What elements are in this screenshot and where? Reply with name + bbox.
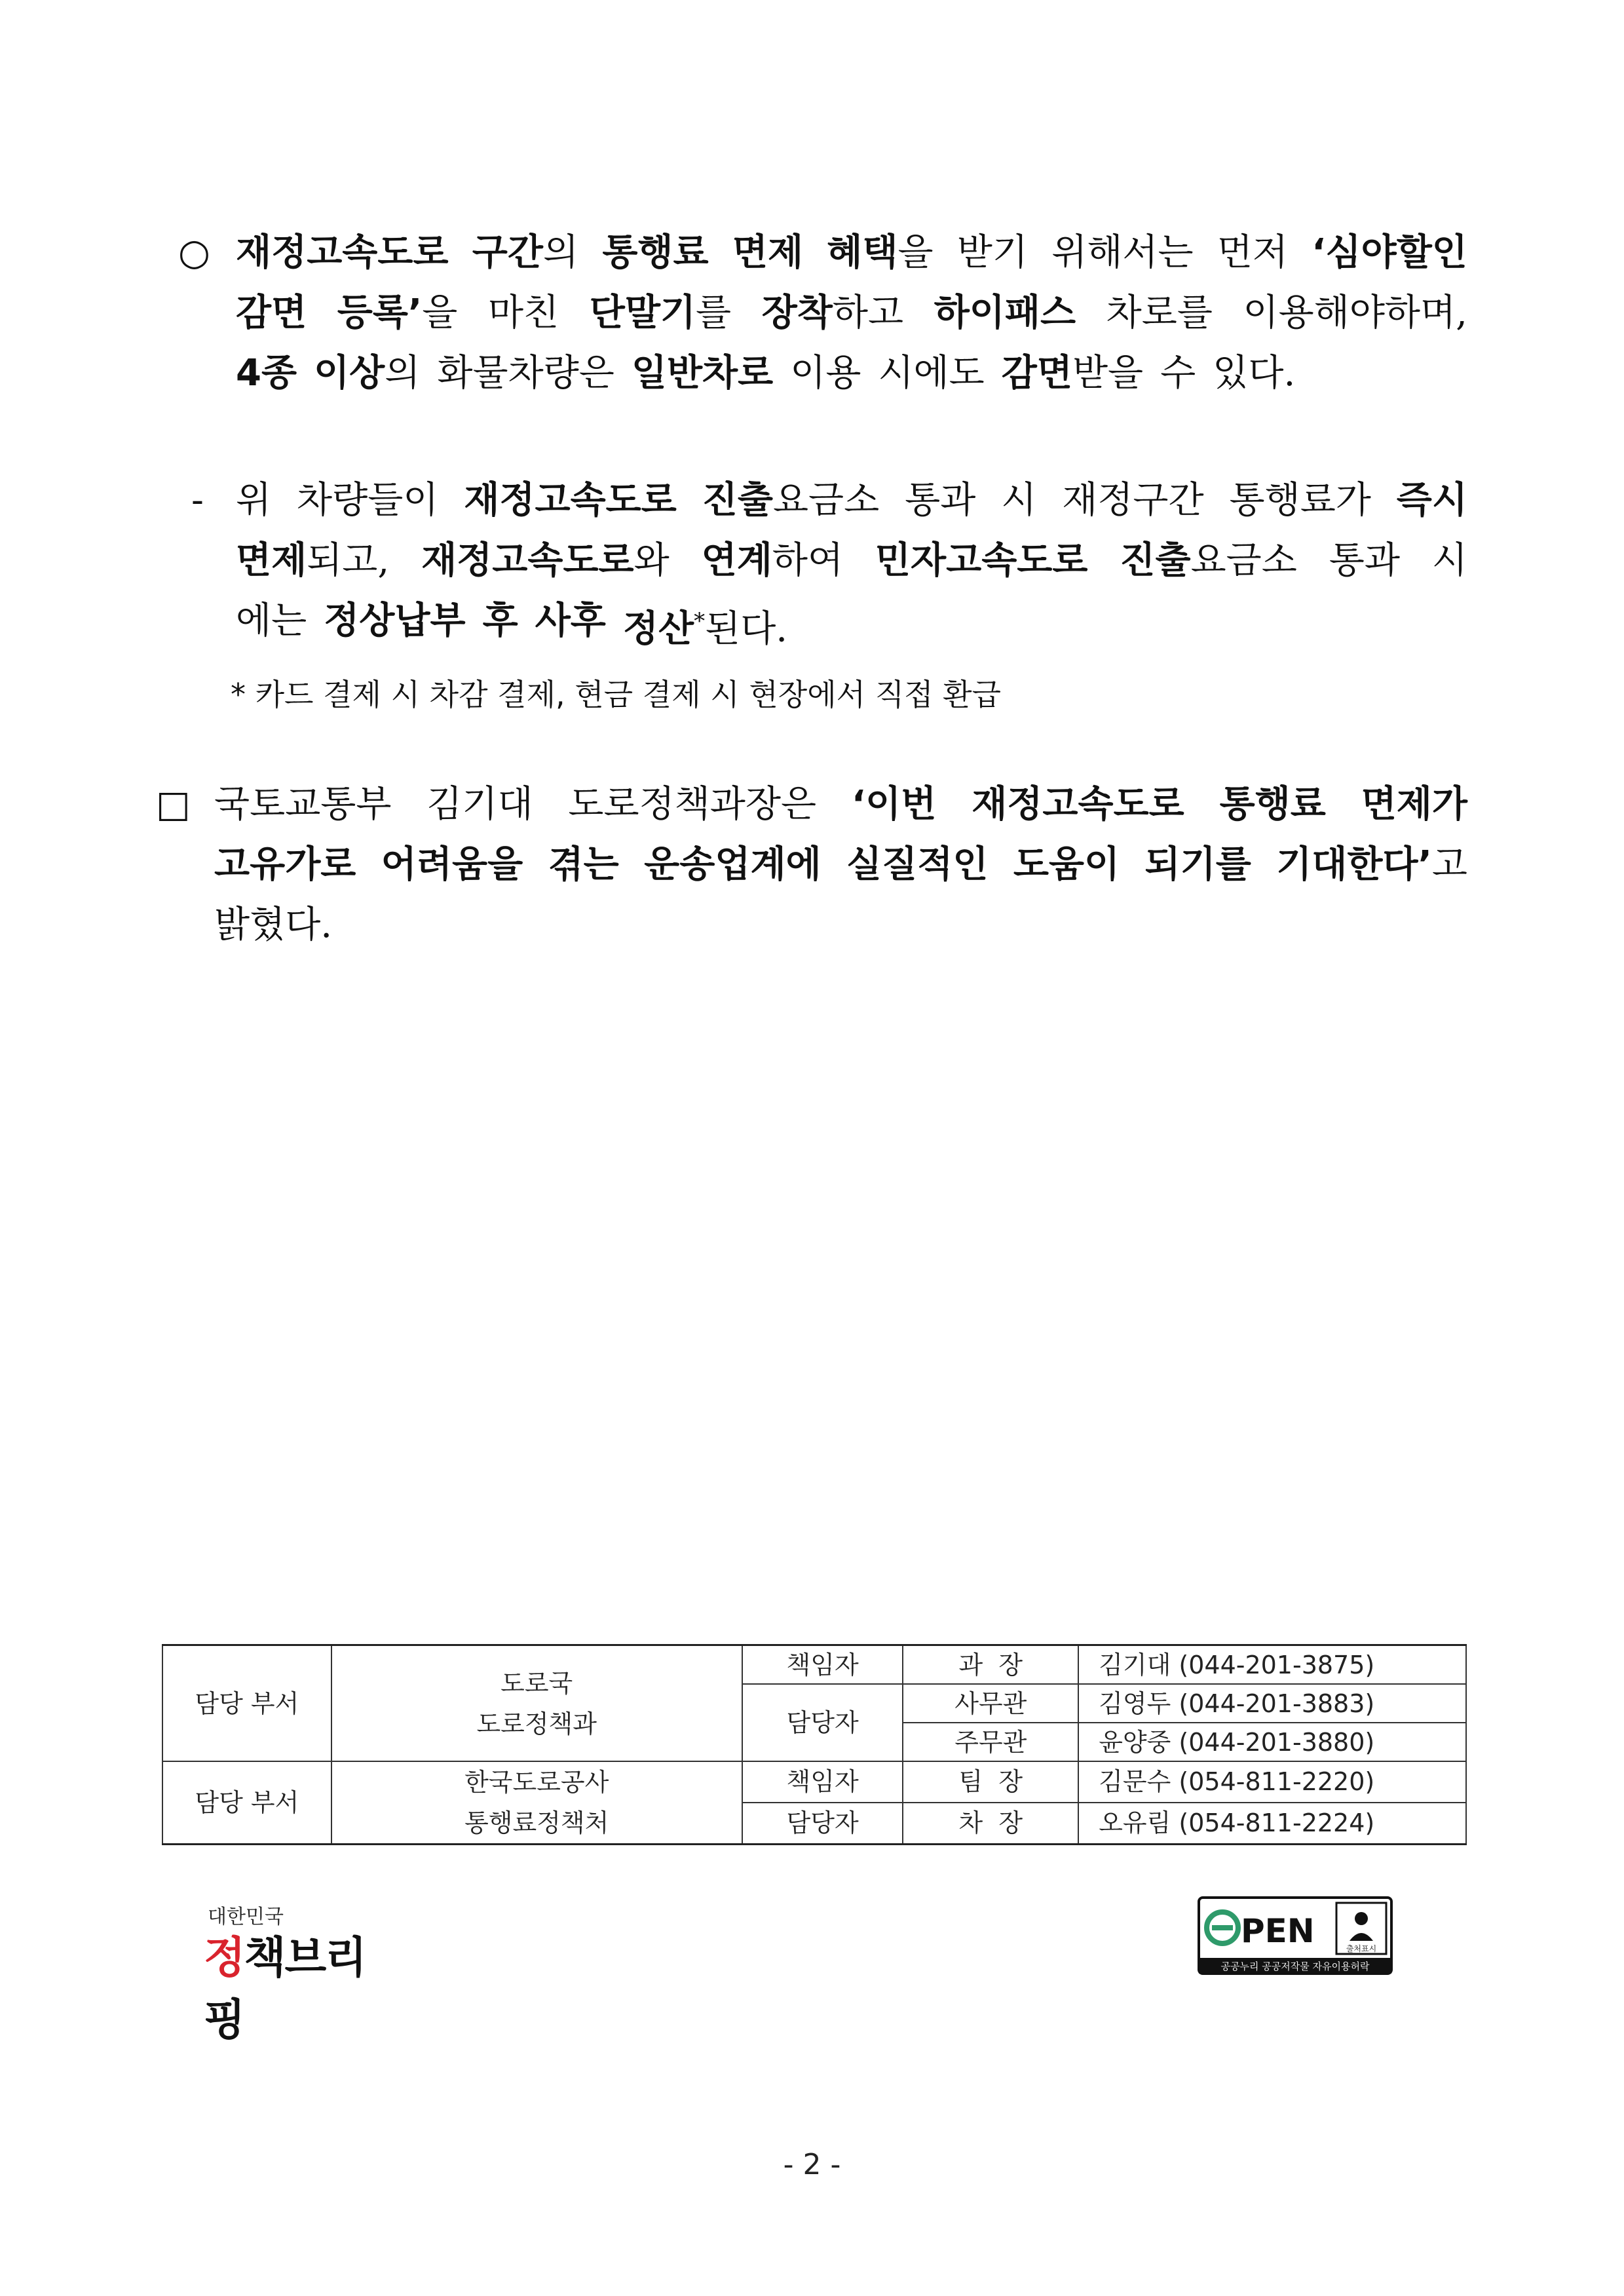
table-row	[162, 1761, 1466, 1803]
dept-name	[331, 1761, 742, 1845]
word: 감면	[236, 292, 307, 334]
paragraph-toll-exemption-conditions	[236, 223, 1467, 404]
word: 재정고속도로	[464, 479, 677, 522]
contact-name-phone: 김기대 (044-201-3875)	[1078, 1645, 1466, 1685]
dept-name	[331, 1645, 742, 1762]
word: 사후	[535, 600, 606, 642]
word: 어려움을	[381, 843, 523, 886]
word: 있다.	[1213, 352, 1296, 394]
contact-name-phone: 김문수 (054-811-2220)	[1078, 1761, 1466, 1803]
policy-briefing-logo	[200, 1900, 396, 2045]
word: 기대한다’고	[1276, 843, 1467, 886]
word: 에는	[236, 600, 307, 642]
word: 정상납부	[324, 600, 466, 642]
text-line	[214, 895, 1467, 955]
text-line	[236, 470, 1467, 531]
word: 겪는	[548, 843, 619, 886]
attribution-tag: 출처표시	[1346, 1944, 1377, 1953]
dept-line: 통행료정책처	[464, 1808, 609, 1837]
text-line	[236, 591, 1467, 660]
dept-line: 도로국	[500, 1668, 573, 1698]
text-line	[236, 531, 1467, 591]
open-text: PEN	[1241, 1912, 1315, 1950]
paragraph-exit-settlement	[236, 470, 1467, 660]
word: 등록’을	[337, 292, 458, 334]
word: 김기대	[426, 783, 533, 826]
position-title: 과 장	[903, 1645, 1078, 1685]
word: ‘이번	[851, 783, 937, 826]
page-number: - 2 -	[783, 2148, 841, 2181]
word: 위해서는	[1051, 231, 1194, 274]
word: 위	[236, 479, 272, 522]
word: 이용해야하며,	[1243, 292, 1467, 334]
position-title: 팀 장	[903, 1761, 1078, 1803]
word: 국토교통부	[214, 783, 392, 826]
word: 4종	[236, 352, 297, 394]
attribution-person-icon	[1355, 1912, 1368, 1925]
word: 밝혔다.	[214, 904, 333, 946]
dept-label: 담당 부서	[162, 1645, 331, 1762]
word: 시	[1431, 539, 1467, 582]
contact-table	[162, 1644, 1467, 1845]
word: 통행료가	[1229, 479, 1371, 522]
word: 차로를	[1106, 292, 1213, 334]
dept-line: 도로정책과	[476, 1709, 597, 1738]
dash-bullet: -	[191, 479, 204, 522]
word: 후	[482, 600, 518, 642]
staff-label: 담당자	[742, 1684, 903, 1761]
word: 감면받을	[1001, 352, 1144, 394]
word: 재정고속도로	[972, 783, 1184, 826]
contact-name-phone: 오유림 (054-811-2224)	[1078, 1803, 1466, 1845]
open-footer-text: 공공누리 공공저작물 자유이용허락	[1220, 1961, 1370, 1972]
word: ‘심야할인	[1312, 231, 1467, 274]
contact-name-phone: 김영두 (044-201-3883)	[1078, 1684, 1466, 1723]
position-title: 사무관	[903, 1684, 1078, 1723]
word: 받기	[956, 231, 1028, 274]
word: 진출요금소	[1120, 539, 1297, 582]
word: 실질적인	[846, 843, 989, 886]
logo-small-text: 대한민국	[208, 1905, 284, 1928]
position-title: 주무관	[903, 1723, 1078, 1761]
table-row	[162, 1645, 1466, 1685]
text-line	[214, 775, 1467, 835]
word: 민자고속도로	[875, 539, 1088, 582]
word: 차량들이	[297, 479, 439, 522]
word: 통행료	[1219, 783, 1326, 826]
dept-label: 담당 부서	[162, 1761, 331, 1845]
position-title: 차 장	[903, 1803, 1078, 1845]
word: 통과	[905, 479, 976, 522]
word: 연계하여	[701, 539, 844, 582]
word: 이상의	[314, 352, 421, 394]
text-line	[236, 283, 1467, 343]
kogl-open-license-badge	[1198, 1896, 1393, 1975]
word: 면제가	[1361, 783, 1467, 826]
text-line	[236, 223, 1467, 283]
word: 장착하고	[761, 292, 904, 334]
square-bullet: □	[156, 783, 191, 826]
paragraph-ministry-comment	[214, 775, 1467, 955]
word: 도로정책과장은	[568, 783, 817, 826]
word: 통행료	[602, 231, 709, 274]
word: 수	[1160, 352, 1196, 394]
word: 재정구간	[1062, 479, 1204, 522]
word: 운송업계에	[644, 843, 821, 886]
word: 구간의	[472, 231, 579, 274]
logo-wordmark-red: 정	[204, 1932, 244, 1983]
word: 진출요금소	[702, 479, 880, 522]
text-line	[236, 343, 1467, 404]
word: 되기를	[1144, 843, 1251, 886]
word: 먼저	[1217, 231, 1289, 274]
word: 면제되고,	[236, 539, 390, 582]
responsible-label: 책임자	[742, 1761, 903, 1803]
word: 면제	[732, 231, 804, 274]
circle-bullet: ○	[178, 231, 210, 274]
contact-name-phone: 윤양중 (044-201-3880)	[1078, 1723, 1466, 1761]
responsible-label: 책임자	[742, 1645, 903, 1685]
word: 정산*된다.	[622, 607, 788, 651]
word: 도움이	[1013, 843, 1120, 886]
word: 혜택을	[827, 231, 934, 274]
logo-wordmark-rest: 책브리핑	[204, 1932, 366, 2045]
word: 하이패스	[934, 292, 1076, 334]
word: 재정고속도로와	[421, 539, 670, 582]
settlement-footnote: * 카드 결제 시 차감 결제, 현금 결제 시 현장에서 직접 환급	[231, 677, 1002, 712]
word: 시	[1001, 479, 1037, 522]
staff-label: 담당자	[742, 1803, 903, 1845]
word: 재정고속도로	[236, 231, 449, 274]
dept-line: 한국도로공사	[464, 1768, 609, 1797]
word: 마친	[487, 292, 559, 334]
word: 통과	[1329, 539, 1400, 582]
word: 시에도	[878, 352, 985, 394]
word: 즉시	[1396, 479, 1467, 522]
word: 단말기를	[589, 292, 732, 334]
text-line	[214, 835, 1467, 895]
word: 고유가로	[214, 843, 356, 886]
word: 일반차로	[631, 352, 774, 394]
word: 이용	[790, 352, 861, 394]
word: 화물차량은	[437, 352, 614, 394]
logo-wordmark	[204, 1923, 396, 2047]
